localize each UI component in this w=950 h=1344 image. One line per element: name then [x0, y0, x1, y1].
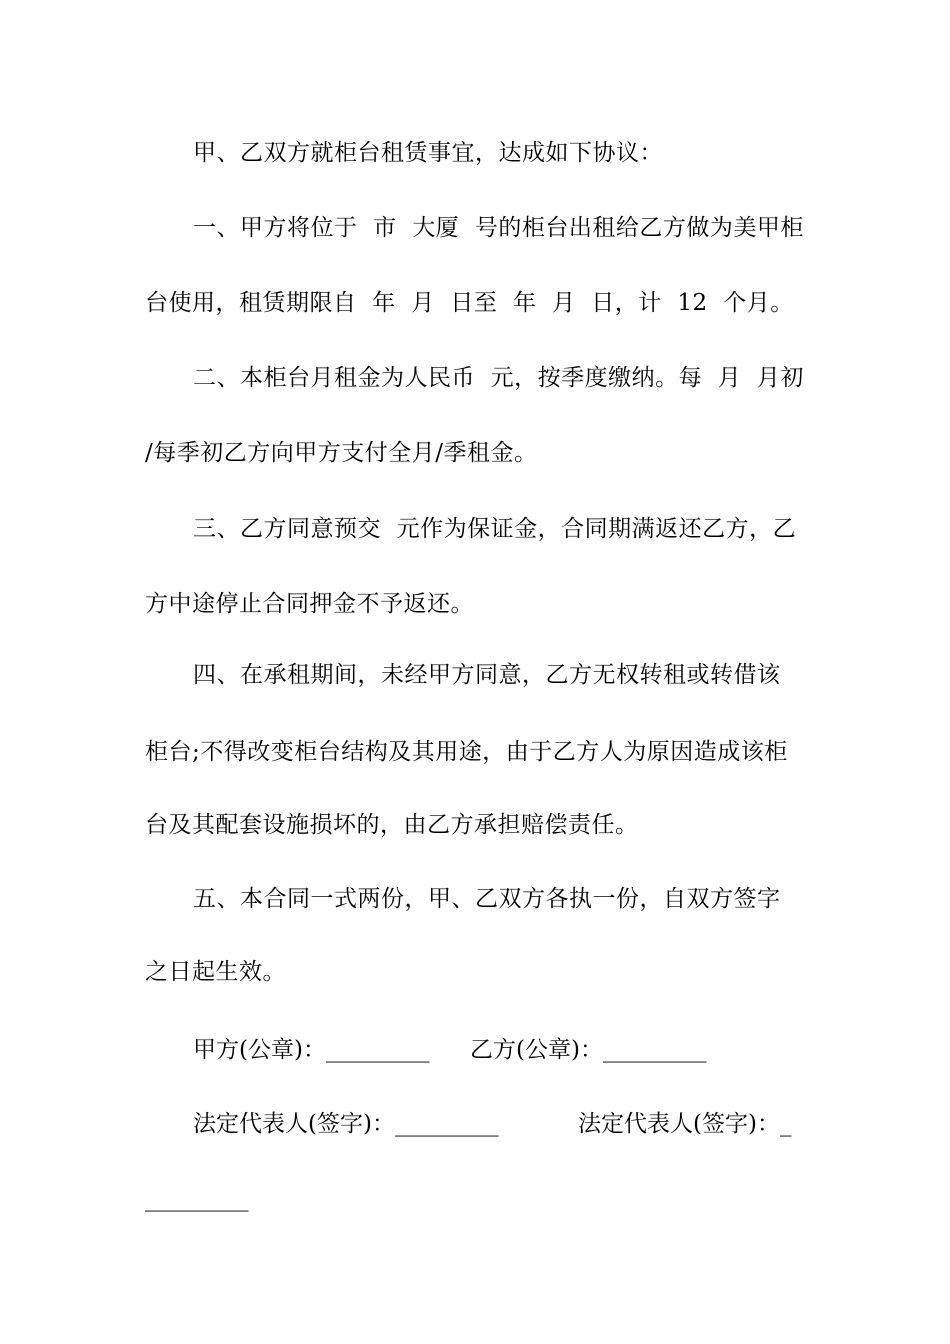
- party-a-representative-field: 法定代表人(签字)：_________: [193, 1111, 499, 1137]
- party-b-representative-field: 法定代表人(签字)：_: [578, 1111, 792, 1137]
- clause-2-line-1: 二、本柜台月租金为人民币 元，按季度缴纳。每 月 月初: [193, 365, 804, 391]
- clause-1-line-1: 一、甲方将位于 市 大厦 号的柜台出租给乙方做为美甲柜: [193, 215, 804, 241]
- clause-5-line-2: 之日起生效。: [145, 959, 286, 985]
- party-b-representative-field-continued: _________: [145, 1186, 249, 1212]
- clause-1-line-2: 台使用，租赁期限自 年 月 日至 年 月 日，计 12 个月。: [145, 290, 794, 316]
- clause-4-line-2: 柜台;不得改变柜台结构及其用途，由于乙方人为原因造成该柜: [145, 739, 788, 765]
- intro-paragraph: 甲、乙双方就柜台租赁事宜，达成如下协议：: [193, 140, 663, 166]
- clause-5-line-1: 五、本合同一式两份，甲、乙双方各执一份，自双方签字: [193, 886, 781, 912]
- clause-4-line-1: 四、在承租期间，未经甲方同意，乙方无权转租或转借该: [193, 662, 781, 688]
- party-a-seal-field: 甲方(公章)：_________: [193, 1037, 430, 1063]
- clause-3-line-1: 三、乙方同意预交 元作为保证金，合同期满返还乙方，乙: [193, 516, 797, 542]
- clause-2-line-2: /每季初乙方向甲方支付全月/季租金。: [145, 440, 538, 466]
- clause-4-line-3: 台及其配套设施损坏的，由乙方承担赔偿责任。: [145, 812, 639, 838]
- party-b-seal-field: 乙方(公章)：_________: [470, 1037, 707, 1063]
- clause-3-line-2: 方中途停止合同押金不予返还。: [145, 591, 474, 617]
